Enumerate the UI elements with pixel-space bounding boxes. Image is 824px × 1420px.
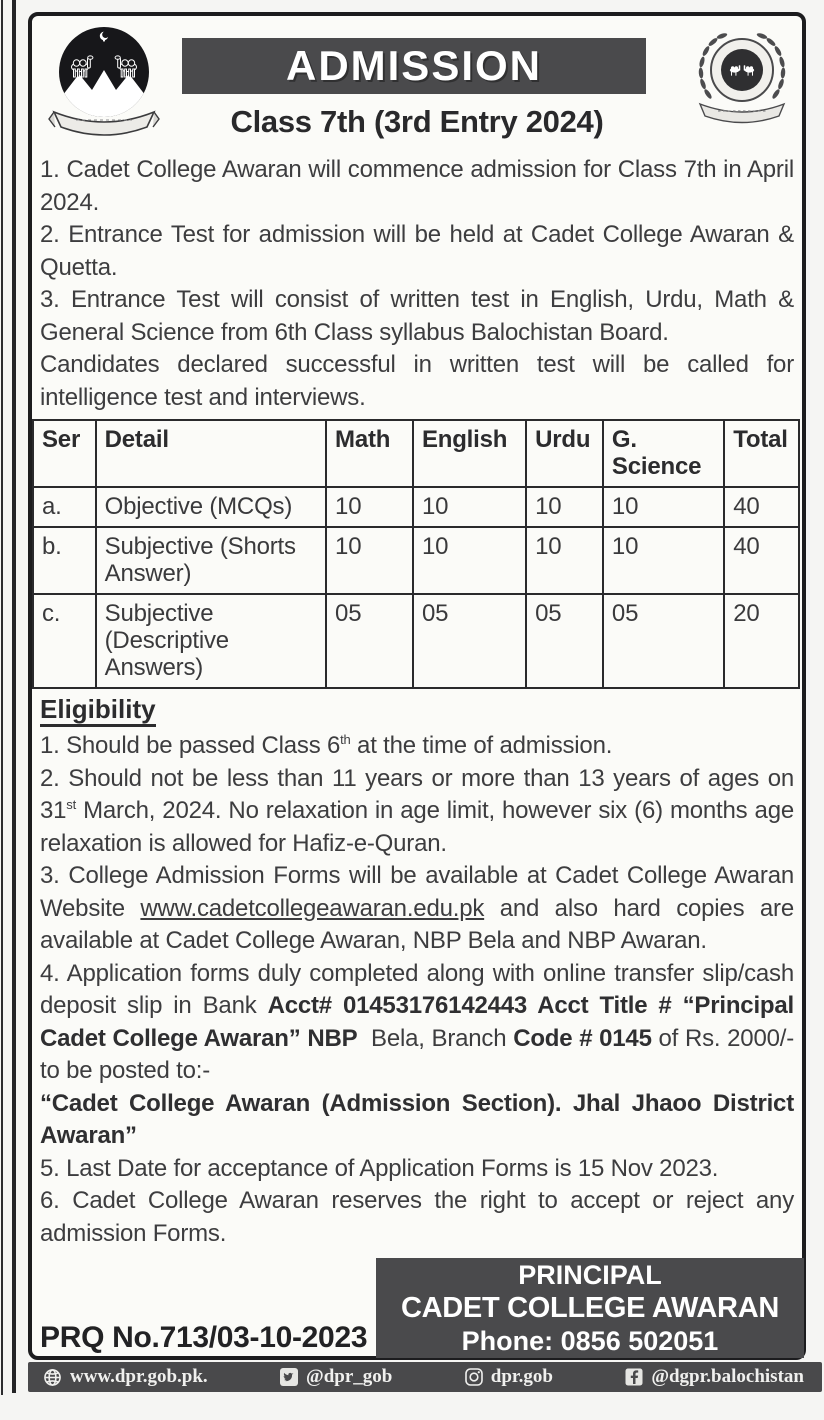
principal-contact-box	[376, 1258, 804, 1358]
table-cell: c.	[33, 594, 96, 688]
text-segment: 2. Should not be less than 11 years or more than 13 years of ages on 31	[40, 764, 794, 824]
globe-icon	[42, 1367, 63, 1388]
column-header-urdu: Urdu	[526, 420, 603, 487]
dpr-instagram-label: dpr.gob	[490, 1366, 553, 1387]
instagram-icon	[464, 1367, 484, 1387]
twitter-icon	[279, 1367, 299, 1387]
column-header-english: English	[413, 420, 526, 487]
marks-table-header-row	[33, 420, 799, 487]
text-segment: 4. Application forms duly completed along with online transfer slip/cash deposit slip in Bank	[40, 959, 794, 1019]
bank-account-details: Acct# 01453176142443 Acct Title # “Principal Cadet College Awaran” NBP	[40, 992, 794, 1052]
table-cell: Objective (MCQs)	[96, 487, 326, 527]
column-header-gscience: G. Science	[603, 420, 724, 487]
dpr-twitter-item[interactable]	[279, 1366, 392, 1388]
superscript: st	[66, 797, 77, 812]
intro-item-1: 1. Cadet College Awaran will commence admission for Class 7th in April 2024.	[40, 156, 794, 216]
eligibility-item-5: 5. Last Date for acceptance of Application Forms is 15 Nov 2023.	[40, 1154, 719, 1182]
dpr-social-bar	[28, 1362, 822, 1392]
intro-section	[40, 154, 794, 414]
ad-subtitle: Class 7th (3rd Entry 2024)	[230, 104, 604, 139]
eligibility-heading: Eligibility	[40, 694, 156, 727]
table-cell: 40	[724, 527, 799, 594]
text-segment: 1. Should be passed Class 6	[40, 732, 341, 759]
table-cell: a.	[33, 487, 96, 527]
table-cell: 05	[413, 594, 526, 688]
dpr-website-item[interactable]	[42, 1366, 208, 1388]
table-row-b	[33, 527, 799, 594]
column-header-total: Total	[724, 420, 799, 487]
text-segment: Bela, Branch	[357, 1024, 514, 1052]
newspaper-column-rule	[12, 0, 16, 1393]
table-cell: 40	[724, 487, 799, 527]
text-segment: 3. College Admission Forms will be available at Cadet College Awaran Website	[40, 862, 794, 922]
table-row-c	[33, 594, 799, 688]
eligibility-section	[40, 691, 794, 1250]
table-cell: 05	[603, 594, 724, 688]
table-cell: 10	[413, 527, 526, 594]
column-header-detail: Detail	[96, 420, 326, 487]
text-segment: March, 2024. No relaxation in age limit, however six (6) months age relaxation is allowed for Hafiz-e-Quran.	[40, 797, 794, 857]
table-cell: b.	[33, 527, 96, 594]
table-cell: 05	[326, 594, 413, 688]
facebook-icon	[624, 1367, 644, 1387]
text-segment: at the time of admission.	[350, 732, 613, 759]
table-cell: 10	[326, 527, 413, 594]
principal-title: PRINCIPAL	[518, 1260, 662, 1290]
table-row-a	[33, 487, 799, 527]
table-cell: 10	[603, 527, 724, 594]
postal-address: “Cadet College Awaran (Admission Section). Jhal Jhaoo District Awaran”	[40, 1089, 794, 1149]
intro-item-3: 3. Entrance Test will consist of written test in English, Urdu, Math & General Science from 6th Class syllabus Balochistan Board.	[40, 286, 794, 346]
table-cell: Subjective (Shorts Answer)	[96, 527, 326, 594]
college-website-link[interactable]: www.cadetcollegeawaran.edu.pk	[140, 894, 485, 922]
table-cell: 05	[526, 594, 603, 688]
superscript: th	[340, 732, 351, 747]
marks-table	[32, 419, 800, 689]
eligibility-item-1	[40, 730, 794, 763]
intro-item-2: 2. Entrance Test for admission will be held at Cadet College Awaran & Quetta.	[40, 221, 794, 281]
table-cell: Subjective (Descriptive Answers)	[96, 594, 326, 688]
table-cell: 10	[526, 527, 603, 594]
branch-code: Code # 0145	[513, 1024, 652, 1052]
prq-number: PRQ No.713/03-10-2023	[40, 1321, 368, 1354]
admission-banner-title: ADMISSION	[285, 42, 542, 89]
dpr-facebook-label: @dgpr.balochistan	[651, 1366, 804, 1387]
admission-banner	[182, 38, 646, 94]
dpr-twitter-label: @dpr_gob	[306, 1366, 393, 1387]
principal-college-name: CADET COLLEGE AWARAN	[401, 1292, 779, 1324]
ad-header	[40, 22, 794, 154]
eligibility-item-4	[40, 958, 794, 1088]
dpr-instagram-item[interactable]	[464, 1366, 553, 1388]
intro-note: Candidates declared successful in written test will be called for intelligence test and interviews.	[40, 351, 794, 411]
principal-phone: Phone: 0856 502051	[461, 1326, 719, 1356]
column-header-ser: Ser	[33, 420, 96, 487]
table-cell: 10	[413, 487, 526, 527]
eligibility-item-6: 6. Cadet College Awaran reserves the right to accept or reject any admission Forms.	[40, 1187, 794, 1247]
column-header-math: Math	[326, 420, 413, 487]
eligibility-item-2	[40, 763, 794, 861]
table-cell: 10	[326, 487, 413, 527]
text-segment: of Rs. 2000/- to be posted to:-	[40, 1024, 795, 1084]
table-cell: 10	[526, 487, 603, 527]
dpr-website-label: www.dpr.gob.pk.	[70, 1366, 208, 1387]
page-edge-rule	[1, 0, 3, 1395]
text-segment: and also hard copies are available at Cadet College Awaran, NBP Bela and NBP Awaran.	[40, 894, 794, 954]
eligibility-item-3	[40, 860, 794, 958]
table-cell: 10	[603, 487, 724, 527]
table-cell: 20	[724, 594, 799, 688]
admission-advertisement	[28, 12, 806, 1360]
dpr-facebook-item[interactable]	[624, 1366, 804, 1388]
